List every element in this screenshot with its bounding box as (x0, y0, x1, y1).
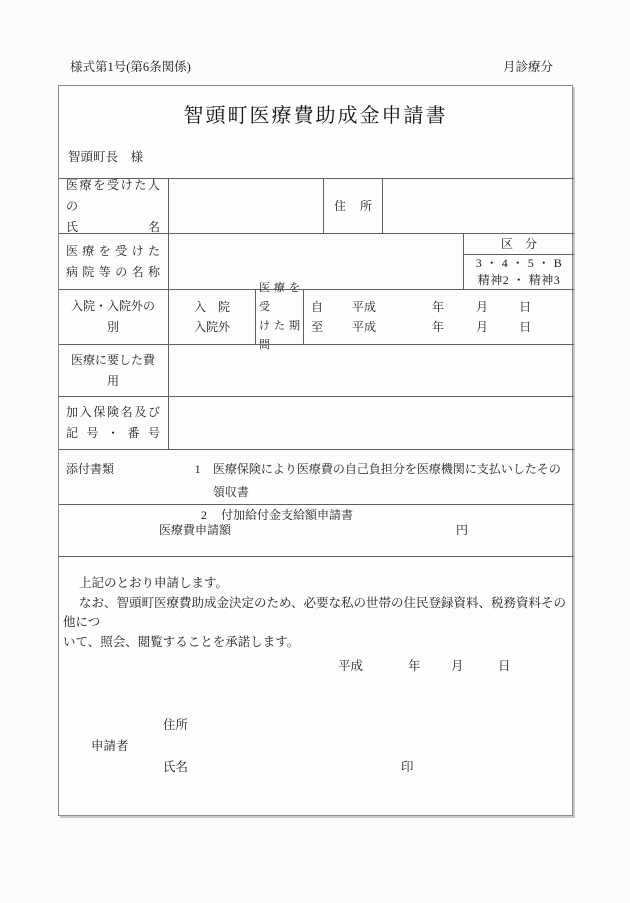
seal-mark: 印 (401, 760, 414, 774)
from-marker: 自 (311, 300, 324, 314)
month-label: 月 (476, 320, 489, 334)
patient-row (59, 178, 574, 233)
attachments-label: 添付書類 (66, 462, 115, 476)
statement-line3: いて、照会、閲覧することを承諾します。 (63, 634, 300, 649)
attachments-row (59, 449, 574, 522)
era-label: 平成 (352, 300, 377, 314)
amount-row (59, 504, 574, 556)
attachment-number: 2 (201, 508, 207, 522)
attachment-item (66, 458, 564, 504)
hospital-label: 医療を受けた 病院等の名称 (59, 234, 169, 289)
division-options (464, 255, 574, 289)
period-label: 医療を受 けた期間 (256, 290, 304, 344)
day-label: 日 (498, 659, 511, 673)
patient-name-label: 医療を受けた人の 氏名 (59, 179, 169, 233)
division-options-line1[interactable]: 3 ・ 4 ・ 5 ・ B (475, 256, 563, 270)
month-label: 月 (476, 300, 489, 314)
address-label: 住所 (324, 179, 383, 233)
day-label: 日 (519, 300, 532, 314)
hospital-row (59, 233, 574, 289)
division-box (464, 234, 574, 289)
statement-line1: 上記のとおり申請します。 (79, 576, 229, 590)
amount-unit: 円 (456, 523, 469, 537)
attachment-text: 医療保険により医療費の自己負担分を医療機関に支払いしたその領収書 (212, 462, 561, 499)
stay-label: 入院・入院外の別 (59, 290, 169, 344)
amount-label: 医療費申請額 (159, 523, 232, 537)
month-label: 月 (451, 659, 464, 673)
attachment-number: 1 (194, 462, 201, 476)
address-field[interactable] (383, 179, 574, 233)
stay-options (169, 290, 256, 344)
applicant-address-label[interactable]: 住所 (163, 718, 189, 732)
patient-name-field[interactable] (169, 179, 324, 233)
cost-field[interactable] (169, 345, 574, 396)
day-label: 日 (519, 320, 532, 334)
year-label: 年 (432, 300, 445, 314)
option-outpatient[interactable]: 入院外 (193, 320, 230, 334)
form-outer-box (58, 85, 573, 816)
division-options-line2[interactable]: 精神2 ・ 精神3 (477, 273, 561, 287)
option-inpatient[interactable]: 入 院 (193, 300, 230, 314)
era-label: 平成 (352, 320, 377, 334)
year-label: 年 (432, 320, 445, 334)
applicant-label: 申請者 (91, 739, 129, 753)
page-title: 智頭町医療費助成金申請書 (183, 105, 448, 127)
insurance-label: 加入保険名及び 記号・番号 (59, 397, 169, 449)
cost-label: 医療に要した費用 (59, 345, 169, 396)
period-from-line[interactable] (304, 297, 574, 317)
statement-line2: なお、智頭町医療費助成金決定のため、必要な私の世帯の住民登録資料、税務資料その他につ (63, 595, 567, 629)
month-note: 月診療分 (502, 60, 553, 74)
division-header: 区 分 (464, 234, 574, 255)
form-number: 様式第1号(第6条関係) (70, 60, 191, 74)
applicant-name-label[interactable]: 氏名 (163, 760, 189, 774)
era-label: 平成 (338, 659, 364, 673)
year-label: 年 (408, 659, 421, 673)
period-to-line[interactable] (304, 317, 574, 337)
insurance-row (59, 396, 574, 449)
addressee: 智頭町長 様 (68, 150, 144, 164)
hospital-name-field[interactable] (169, 234, 464, 289)
declaration-statement (63, 574, 568, 652)
cost-row (59, 344, 574, 396)
insurance-field[interactable] (169, 397, 574, 449)
to-marker: 至 (311, 320, 324, 334)
stay-row (59, 282, 574, 351)
attachment-text: 付加給付金支給額申請書 (221, 508, 354, 522)
period-dates (304, 290, 574, 344)
